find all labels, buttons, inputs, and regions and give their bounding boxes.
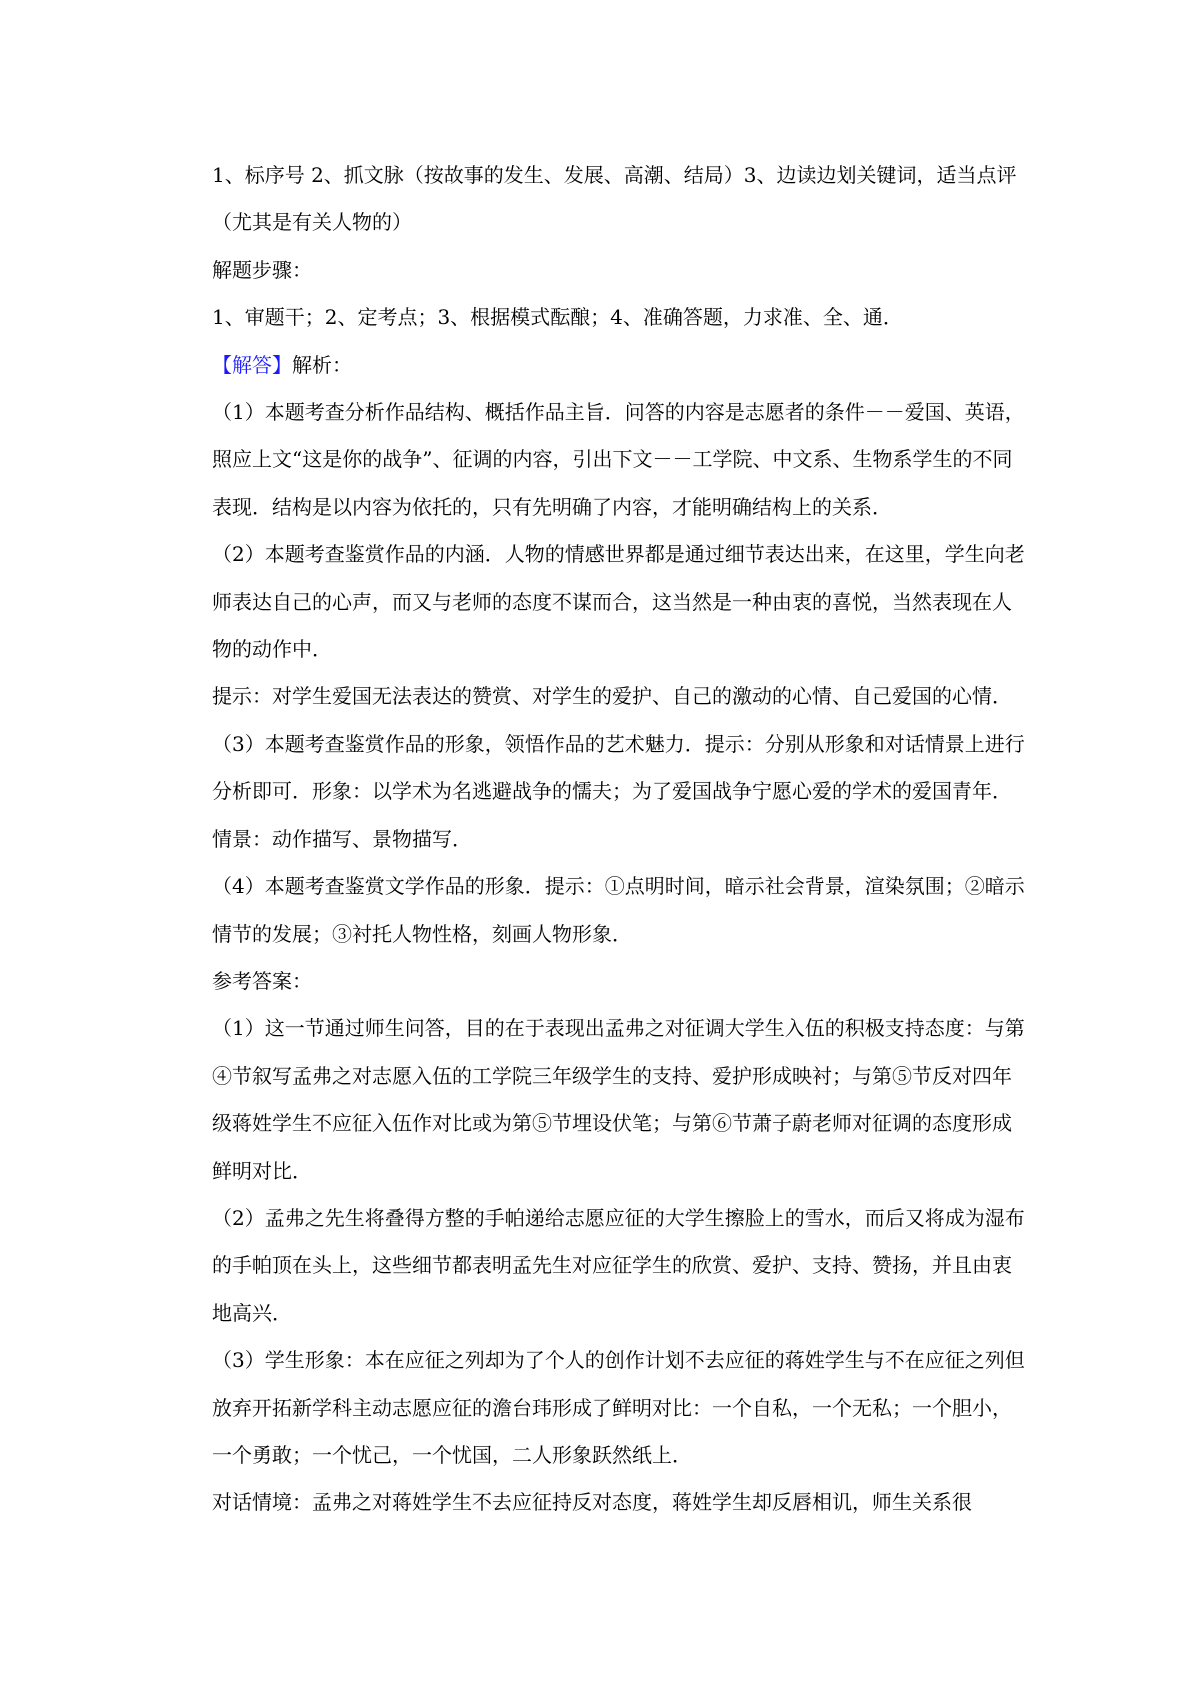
paragraph-reference-heading: 参考答案： <box>212 968 312 993</box>
answer-tag: 【解答】 <box>212 352 292 377</box>
paragraph-analysis-4: （4）本题考查鉴赏文学作品的形象．提示：①点明时间，暗示社会背景，渲染氛围；②暗示情节的发展；③衬托人物性格，刻画人物形象． <box>212 874 1025 946</box>
paragraph-analysis-1: （1）本题考查分析作品结构、概括作品主旨．问答的内容是志愿者的条件－－爱国、英语，照应上文“这是你的战争”、征调的内容，引出下文－－工学院、中文系、生物系学生的不同表现．结构是以内容为依托的，只有先明确了内容，才能明确结构上的关系． <box>212 400 1025 519</box>
paragraph-analysis-2: （2）本题考查鉴赏作品的内涵．人物的情感世界都是通过细节表达出来，在这里，学生向老师表达自己的心声，而又与老师的态度不谋而合，这当然是一种由衷的喜悦，当然表现在人物的动作中． <box>212 542 1025 662</box>
paragraph-hint-2: 提示：对学生爱国无法表达的赞赏、对学生的爱护、自己的激动的心情、自己爱国的心情． <box>212 684 1012 709</box>
document-body <box>212 152 1027 1527</box>
paragraph-answer-3: （3）学生形象：本在应征之列却为了个人的创作计划不去应征的蒋姓学生与不在应征之列但放弃开拓新学科主动志愿应征的澹台玮形成了鲜明对比：一个自私，一个无私；一个胆小，一个勇敢；一个忧己，一个忧国，二人形象跃然纸上． <box>212 1348 1025 1467</box>
paragraph-steps-heading: 解题步骤： <box>212 257 312 282</box>
paragraph-answer-heading <box>212 342 1027 389</box>
paragraph-answer-1: （1）这一节通过师生问答，目的在于表现出孟弗之对征调大学生入伍的积极支持态度：与第④节叙写孟弗之对志愿入伍的工学院三年级学生的支持、爱护形成映衬；与第⑤节反对四年级蒋姓学生不应征入伍作对比或为第⑤节埋设伏笔；与第⑥节萧子蔚老师对征调的态度形成鲜明对比． <box>212 1016 1025 1183</box>
paragraph-steps: 1、审题干；2、定考点；3、根据模式酝酿；4、准确答题，力求准、全、通． <box>212 305 903 330</box>
analysis-label: 解析： <box>292 352 352 377</box>
paragraph-reading-method: 1、标序号 2、抓文脉（按故事的发生、发展、高潮、结局）3、边读边划关键词，适当点评（尤其是有关人物的） <box>212 163 1017 235</box>
paragraph-answer-2: （2）孟弗之先生将叠得方整的手帕递给志愿应征的大学生擦脸上的雪水，而后又将成为湿布的手帕顶在头上，这些细节都表明孟先生对应征学生的欣赏、爱护、支持、赞扬，并且由衷地高兴． <box>212 1205 1025 1325</box>
paragraph-dialogue-context: 对话情境：孟弗之对蒋姓学生不去应征持反对态度，蒋姓学生却反唇相讥，师生关系很 <box>212 1490 972 1515</box>
paragraph-analysis-3: （3）本题考查鉴赏作品的形象，领悟作品的艺术魅力．提示：分别从形象和对话情景上进行分析即可．形象：以学术为名逃避战争的懦夫；为了爱国战争宁愿心爱的学术的爱国青年．情景：动作描写、景物描写． <box>212 731 1025 851</box>
